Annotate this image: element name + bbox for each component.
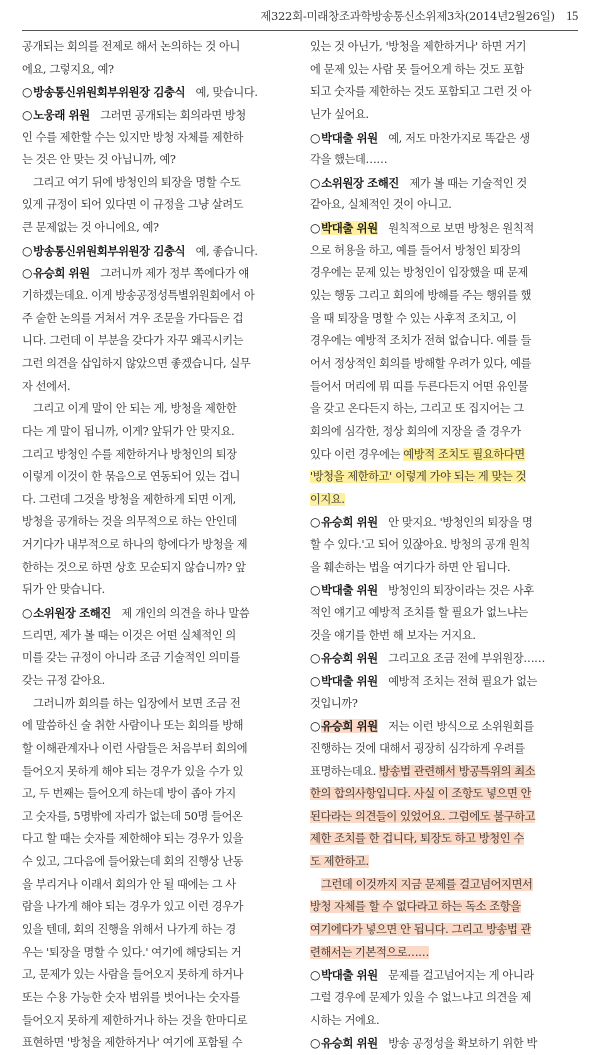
transcript-line (22, 398, 290, 421)
line-text: 진행하는 것에 대해서 굉장히 심각하게 우려를 (310, 741, 525, 755)
line-text: 고, 문제가 있는 사람을 들어오지 못하게 하거나 (22, 968, 244, 982)
line-text: 에 말씀하신 술 취한 사람이나 또는 회의를 방해 (22, 719, 244, 733)
line-text: 한하는 것으로 하면 상호 모순되지 않습니까? 앞 (22, 560, 246, 574)
header-title: 제322회-미래창조과학방송통신소위제3차(2014년2월26일) (260, 9, 555, 23)
highlighted-text: 한의 합의사항입니다. 사실 이 조항도 넣으면 안 (310, 787, 532, 801)
speaker-name: 박대출 위원 (321, 130, 378, 145)
line-text: 안 맞지요. '방청인의 퇴장을 명 (388, 516, 533, 530)
speaker-name: 노웅래 위원 (33, 107, 90, 122)
line-text: 있다 이런 경우에는 (310, 447, 404, 461)
transcript-line (310, 987, 578, 1010)
transcript-line (22, 806, 290, 829)
transcript-line (310, 308, 578, 331)
speaker-name: 유승희 위원 (321, 719, 378, 734)
page-header (22, 8, 578, 26)
line-text: 방청을 공개하는 것을 의무적으로 하는 안인데 (22, 515, 237, 529)
line-text: 거기다가 내부적으로 하나의 항에다가 방청을 제 (22, 538, 248, 552)
speaker-line (310, 647, 578, 670)
line-text: 그러니까 제가 정부 쪽에다가 얘 (100, 267, 249, 281)
line-text: 으로 허용을 하고, 예를 들어서 방청인 퇴장의 (310, 243, 521, 257)
transcript-line (22, 557, 290, 580)
line-text: 같아요, 실체적인 것이 아니고. (310, 198, 452, 212)
transcript-line (22, 987, 290, 1010)
line-text: 그리고요 조금 전에 부위원장…… (388, 652, 545, 666)
transcript-line (22, 489, 290, 512)
speaker-name: 박대출 위원 (321, 968, 378, 983)
transcript-line (22, 693, 290, 716)
line-text: 있을 텐데, 회의 진행을 위해서 나가게 하는 경 (22, 922, 236, 936)
transcript-line (310, 738, 578, 761)
speaker-line (310, 172, 578, 195)
line-text: 우는 '퇴장을 명할 수 있다.' 여기에 해당되는 거 (22, 945, 242, 959)
header-rule (22, 30, 578, 31)
transcript-line (310, 783, 578, 806)
line-text: 할 수 있다.'고 되어 있잖아요. 방청의 공개 원칙 (310, 538, 530, 552)
line-text: 람을 나가게 해야 되는 경우가 있고 이런 경우가 (22, 900, 244, 914)
line-text: 것을 얘기를 한번 해 보자는 거지요. (310, 628, 476, 642)
speaker-name: 유승희 위원 (321, 1036, 378, 1051)
transcript-line (22, 964, 290, 987)
circle-marker-icon: ○ (310, 719, 321, 734)
right-column (310, 36, 578, 1055)
speaker-line (310, 670, 578, 693)
transcript-line (22, 36, 290, 59)
line-text: 그러면 공개되는 회의라면 방청 (100, 108, 246, 122)
line-text: 다는 게 말이 됩니까, 이게? 앞뒤가 안 맞지요. (22, 424, 235, 438)
line-text: 주 숱한 논의를 거쳐서 겨우 조문을 가다듬은 겁 (22, 311, 244, 325)
highlighted-text: 방송법 관련해서 방공특위의 최소 (379, 764, 536, 778)
line-text: 경우에는 예방적 조치가 전혀 없습니다. 예를 들 (310, 334, 532, 348)
transcript-line (310, 353, 578, 376)
transcript-line (310, 104, 578, 127)
transcript-line (310, 466, 578, 489)
line-text: 을 훼손하는 법을 여기다가 하면 안 됩니다. (310, 560, 511, 574)
transcript-line (22, 330, 290, 353)
line-text: 다고 할 때는 숫자를 제한해야 되는 경우가 있을 (22, 832, 244, 846)
line-text: 뒤가 안 맞습니다. (22, 583, 105, 597)
highlighted-text: '방청을 제한하고' 이렇게 가야 되는 게 맞는 것 (310, 470, 527, 484)
transcript-line (22, 874, 290, 897)
transcript-line (310, 59, 578, 82)
transcript-line (22, 376, 290, 399)
line-text: 예, 좋습니다. (195, 244, 258, 258)
line-text: 는 것은 안 맞는 것 아닙니까, 예? (22, 153, 176, 167)
transcript-line (310, 625, 578, 648)
highlighted-text: 이지요. (310, 492, 345, 506)
transcript-line (22, 511, 290, 534)
line-text: 적인 얘기고 예방적 조치를 할 필요가 없느냐는 (310, 606, 528, 620)
line-text: 그리고 여기 뒤에 방청인의 퇴장을 명할 수도 (33, 175, 241, 189)
transcript-line (310, 806, 578, 829)
transcript-line (22, 466, 290, 489)
line-text: 것입니까? (310, 696, 358, 710)
transcript-line (310, 761, 578, 784)
transcript-line (22, 127, 290, 150)
line-text: 인 수를 제한할 수는 있지만 방청 자체를 제한하 (22, 130, 244, 144)
line-text: 문제를 걸고넘어지는 게 아니라 (388, 969, 534, 983)
transcript-line (310, 828, 578, 851)
line-text: 방송 공정성을 확보하기 위한 박 (388, 1037, 537, 1051)
transcript-line (22, 715, 290, 738)
circle-marker-icon: ○ (310, 583, 321, 598)
transcript-line (310, 81, 578, 104)
transcript-line (310, 376, 578, 399)
transcript-line (310, 896, 578, 919)
line-text: 에 문제 있는 사람 못 들어오게 하는 것도 포함 (310, 62, 524, 76)
speaker-line (22, 81, 290, 104)
highlighted-text: 여기에다가 넣으면 안 됩니다. 그리고 방송법 관 (310, 922, 532, 936)
speaker-name: 소위원장 조해진 (33, 606, 111, 621)
line-text: 예, 저도 마찬가지로 똑같은 생 (388, 131, 530, 145)
line-text: 들어오지 못하게 제한하거나 하는 것을 한마디로 (22, 1013, 248, 1027)
speaker-name: 소위원장 조해진 (321, 175, 399, 190)
transcript-line (310, 1010, 578, 1033)
transcript-line (22, 444, 290, 467)
line-text: 예, 맞습니다. (195, 86, 258, 100)
transcript-line (22, 534, 290, 557)
highlighted-text: 예방적 조치도 필요하다면 (403, 447, 525, 461)
line-text: 그런 의견을 삽입하지 않았으면 좋겠습니다, 실무 (22, 356, 251, 370)
circle-marker-icon: ○ (310, 515, 321, 530)
circle-marker-icon: ○ (310, 968, 321, 983)
line-text: 그러니까 회의를 하는 입장에서 보면 조금 전 (33, 696, 241, 710)
transcript-line (22, 647, 290, 670)
transcript-line (310, 240, 578, 263)
line-text: 각을 했는데…… (310, 153, 388, 167)
transcript-line (310, 693, 578, 716)
transcript-line (22, 1010, 290, 1033)
line-text: 이렇게 이것이 한 묶음으로 연동되어 있는 겁니 (22, 470, 240, 484)
line-text: 회의에 심각한, 정상 회의에 지장을 줄 경우가 (310, 424, 521, 438)
circle-marker-icon: ○ (310, 1036, 321, 1051)
line-text: 경우에는 문제 있는 방청인이 입장했을 때 문제 (310, 266, 528, 280)
line-text: 다. 그런데 그것을 방청을 제한하게 되면 이게, (22, 492, 236, 506)
transcript-line (22, 738, 290, 761)
speaker-line (22, 262, 290, 285)
circle-marker-icon: ○ (310, 221, 321, 236)
circle-marker-icon: ○ (22, 85, 33, 100)
transcript-line (22, 172, 290, 195)
transcript-line (310, 534, 578, 557)
line-text: 할 이해관계자나 이런 사람들은 처음부터 회의에 (22, 741, 248, 755)
line-text: 있는 행동 그리고 회의에 방해를 주는 행위를 했 (310, 289, 532, 303)
line-text: 그럴 경우에 문제가 있을 수 없느냐고 의견을 제 (310, 990, 532, 1004)
line-text: 을 부리거나 이래서 회의가 안 될 때에는 그 사 (22, 877, 236, 891)
line-text: 에요, 그렇지요, 예? (22, 62, 114, 76)
transcript-line (22, 851, 290, 874)
transcript-line (310, 398, 578, 421)
highlighted-text: 련해서는 기본적으로…… (310, 945, 429, 959)
transcript-line (310, 489, 578, 512)
line-text: 예방적 조치는 전혀 필요가 없는 (388, 674, 537, 688)
line-text: 그리고 방청인 수를 제한하거나 방청인의 퇴장 (22, 447, 237, 461)
line-text: 자 선에서. (22, 379, 71, 393)
line-text: 어서 정상적인 회의를 방해할 우려가 있다, 예를 (310, 356, 532, 370)
transcript-line (310, 919, 578, 942)
line-text: 니다. 그런데 이 부분을 갖다가 자꾸 왜곡시키는 (22, 334, 244, 348)
line-text: 을 때 퇴장을 명할 수 있는 사후적 조치고, 이 (310, 311, 517, 325)
highlighted-text: 된다라는 의견들이 있었어요. 그럼에도 불구하고 (310, 809, 536, 823)
transcript-line (22, 194, 290, 217)
line-text: 을 갖고 온다든지 하는, 그리고 또 집지어는 그 (310, 402, 524, 416)
transcript-line (22, 942, 290, 965)
speaker-name: 박대출 위원 (321, 583, 378, 598)
speaker-line (310, 579, 578, 602)
line-text: 표명하는데요. (310, 764, 380, 778)
highlighted-text: 그런데 이것까지 지금 문제를 걸고넘어지면서 (321, 877, 533, 891)
transcript-line (22, 308, 290, 331)
line-text: 제가 볼 때는 기술적인 것 (409, 176, 527, 190)
circle-marker-icon: ○ (310, 651, 321, 666)
speaker-line (310, 217, 578, 240)
speaker-line (22, 602, 290, 625)
highlighted-text: 도 제한하고. (310, 855, 369, 869)
line-text: 있는 것 아닌가, '방청을 제한하거나' 하면 거기 (310, 40, 527, 53)
line-text: 시하는 거에요. (310, 1013, 380, 1027)
line-text: 공개되는 회의를 전제로 해서 논의하는 것 아니 (22, 40, 240, 53)
circle-marker-icon: ○ (22, 266, 33, 281)
transcript-line (22, 625, 290, 648)
line-text: 닌가 싶어요. (310, 107, 369, 121)
transcript-line (310, 262, 578, 285)
transcript-line (22, 579, 290, 602)
line-text: 표현하면 '방청을 제한하거나' 여기에 포함될 수 (22, 1036, 243, 1050)
line-text: 드리면, 제가 볼 때는 이것은 어떤 실체적인 의 (22, 628, 236, 642)
transcript-line (22, 783, 290, 806)
line-text: 고 숫자를, 5명밖에 자리가 없는데 50명 들어온 (22, 809, 243, 823)
circle-marker-icon: ○ (310, 175, 321, 190)
circle-marker-icon: ○ (310, 673, 321, 688)
transcript-line (22, 421, 290, 444)
speaker-line (22, 104, 290, 127)
transcript-line (310, 602, 578, 625)
line-text: 들어오지 못하게 해야 되는 경우가 있을 수가 있 (22, 764, 244, 778)
transcript-line (310, 444, 578, 467)
line-text: 저는 이런 방식으로 소위원회를 (388, 720, 534, 734)
transcript-line (22, 285, 290, 308)
speaker-name: 박대출 위원 (321, 221, 378, 236)
speaker-name: 유승희 위원 (33, 266, 90, 281)
speaker-name: 유승희 위원 (321, 515, 378, 530)
speaker-name: 박대출 위원 (321, 673, 378, 688)
highlighted-text: 제한 조치를 한 겁니다, 퇴장도 하고 방청인 수 (310, 832, 524, 846)
speaker-line (310, 1032, 578, 1055)
transcript-line (22, 919, 290, 942)
transcript-line (310, 851, 578, 874)
line-text: 되고 숫자를 제한하는 것도 포함되고 그런 것 아 (310, 85, 532, 99)
line-text: 큰 문제없는 것 아니에요, 예? (22, 221, 159, 235)
transcript-line (310, 421, 578, 444)
line-text: 수 있고, 그다음에 들어왔는데 회의 진행상 난동 (22, 855, 244, 869)
line-text: 들어서 머리에 뭐 띠를 두른다든지 어떤 유인물 (310, 379, 528, 393)
transcript-line (22, 761, 290, 784)
line-text: 있게 규정이 되어 있다면 이 규정을 그냥 살려도 (22, 198, 244, 212)
transcript-line (310, 194, 578, 217)
speaker-line (310, 511, 578, 534)
transcript-line (22, 896, 290, 919)
transcript-line (310, 942, 578, 965)
speaker-name: 방송통신위원회부위원장 김충식 (33, 243, 186, 258)
line-text: 그리고 이게 말이 안 되는 게, 방청을 제한한 (33, 402, 237, 416)
page-number: 15 (566, 9, 578, 23)
transcript-line (22, 828, 290, 851)
circle-marker-icon: ○ (310, 130, 321, 145)
speaker-line (310, 715, 578, 738)
speaker-line (310, 964, 578, 987)
transcript-line (310, 36, 578, 59)
transcript-line (22, 59, 290, 82)
line-text: 방청인의 퇴장이라는 것은 사후 (388, 584, 534, 598)
transcript-line (22, 1032, 290, 1055)
transcript-line (310, 149, 578, 172)
transcript-line (22, 353, 290, 376)
transcript-line (22, 670, 290, 693)
transcript-line (310, 330, 578, 353)
transcript-line (310, 874, 578, 897)
transcript-line (22, 149, 290, 172)
speaker-name: 유승희 위원 (321, 651, 378, 666)
line-text: 제 개인의 의견을 하나 말씀 (121, 607, 250, 621)
speaker-line (310, 127, 578, 150)
transcript-line (22, 217, 290, 240)
transcript-line (310, 557, 578, 580)
speaker-name: 방송통신위원회부위원장 김충식 (33, 85, 186, 100)
circle-marker-icon: ○ (22, 243, 33, 258)
circle-marker-icon: ○ (22, 606, 33, 621)
speaker-line (22, 240, 290, 263)
line-text: 기하겠는데요. 이게 방송공정성특별위원회에서 아 (22, 289, 255, 303)
circle-marker-icon: ○ (22, 107, 33, 122)
transcript-line (310, 285, 578, 308)
line-text: 원칙적으로 보면 방청은 원칙적 (388, 222, 534, 236)
highlighted-text: 방청 자체를 할 수 없다라고 하는 독소 조항을 (310, 900, 521, 914)
line-text: 미를 갖는 규정이 아니라 조금 기술적인 의미를 (22, 651, 240, 665)
left-column (22, 36, 290, 1055)
line-text: 고, 두 번째는 들어오게 하는데 방이 좁아 가지 (22, 787, 236, 801)
line-text: 갖는 규정 같아요. (22, 673, 105, 687)
line-text: 또는 수용 가능한 숫자 범위를 벗어나는 숫자를 (22, 990, 240, 1004)
